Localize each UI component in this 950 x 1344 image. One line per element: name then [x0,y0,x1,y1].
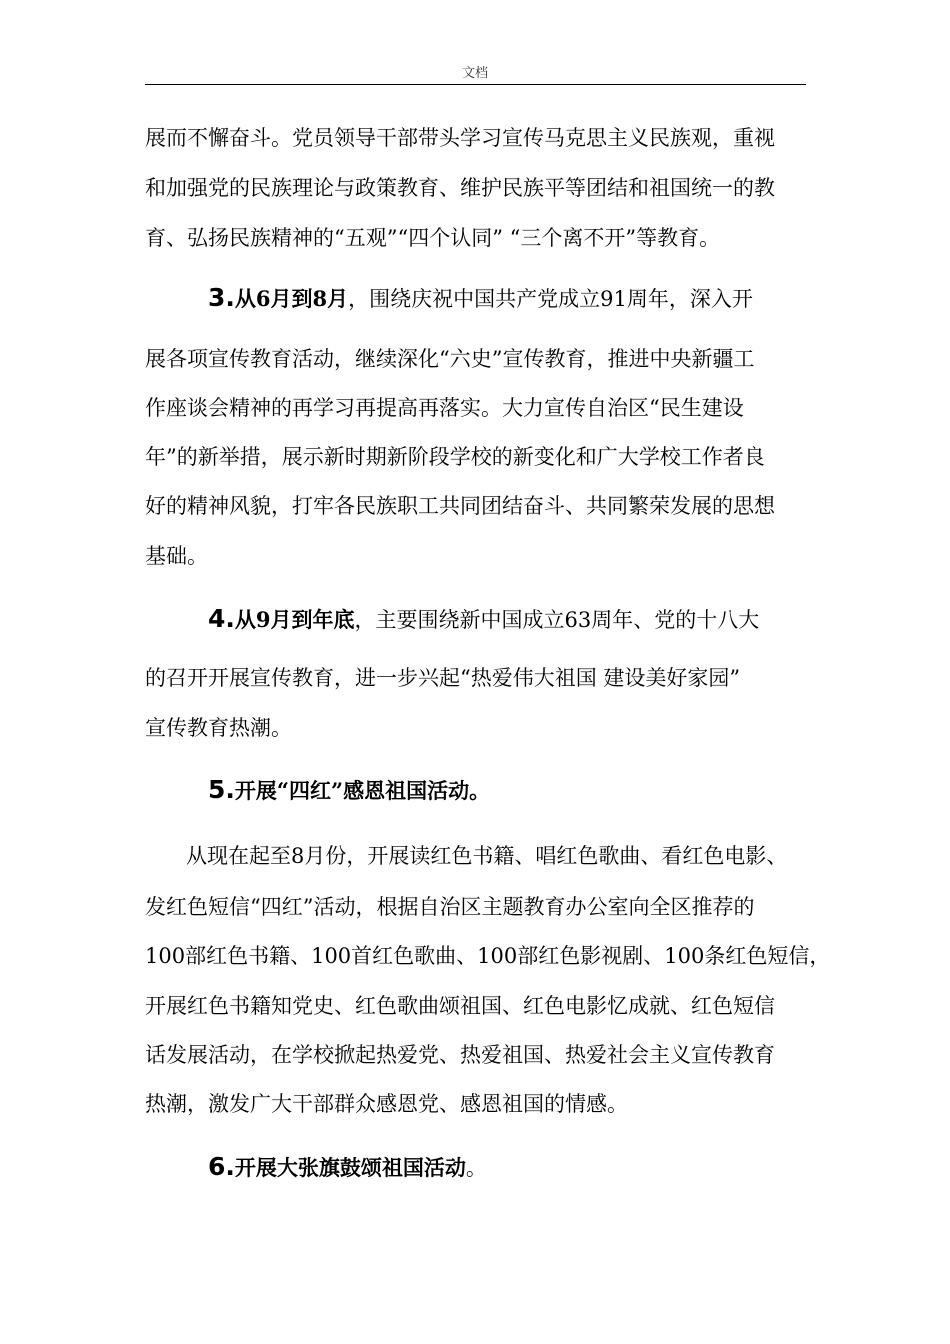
item-lead: 从6月到8月 [234,286,349,311]
paragraph-line: 展而不懈奋斗。党员领导干部带头学习宣传马克思主义民族观，重视 [145,126,775,150]
paragraph-line: 和加强党的民族理论与政策教育、维护民族平等团结和祖国统一的教 [145,176,775,200]
paragraph-line: 作座谈会精神的再学习再提高再落实。大力宣传自治区“民生建设 [145,396,744,420]
paragraph-line: 从现在起至8月份，开展读红色书籍、唱红色歌曲、看红色电影、 [186,844,788,868]
paragraph-line: 发红色短信“四红”活动，根据自治区主题教育办公室向全区推荐的 [145,895,755,919]
item-5-heading [208,776,873,805]
paragraph-line: 宣传教育热潮。 [145,716,292,740]
item-3-first-line [208,284,873,313]
item-4-first-line [208,605,873,634]
paragraph-line: 基础。 [145,544,208,568]
item-lead: 从9月到年底 [234,607,355,632]
paragraph-line: 热潮，激发广大干部群众感恩党、感恩祖国的情感。 [145,1092,628,1116]
item-text: ，主要围绕新中国成立63周年、党的十八大 [354,608,760,632]
item-number: 3. [208,283,235,312]
paragraph-line: 的召开开展宣传教育，进一步兴起“热爱伟大祖国 建设美好家园” [145,666,741,690]
item-number: 4. [208,604,235,633]
item-heading-text: 开展大张旗鼓颂祖国活动 [234,1155,466,1180]
paragraph-line: 育、弘扬民族精神的“五观”“四个认同” “三个离不开”等教育。 [145,226,721,250]
item-6-heading [208,1153,873,1182]
paragraph-line: 年”的新举措，展示新时期新阶段学校的新变化和广大学校工作者良 [145,445,765,469]
paragraph-line: 100部红色书籍、100首红色歌曲、100部红色影视剧、100条红色短信， [145,944,831,968]
item-text: ，围绕庆祝中国共产党成立91周年，深入开 [348,287,753,311]
item-number: 6. [208,1152,235,1181]
paragraph-line: 展各项宣传教育活动，继续深化“六史”宣传教育，推进中央新疆工 [145,347,755,371]
paragraph-line: 开展红色书籍知党史、红色歌曲颂祖国、红色电影忆成就、红色短信 [145,994,775,1018]
item-heading-text: 开展“四红”感恩祖国活动。 [234,778,491,803]
header-divider [145,84,806,85]
item-number: 5. [208,775,235,804]
item-heading-tail: 。 [465,1156,487,1180]
paragraph-line: 话发展活动，在学校掀起热爱党、热爱祖国、热爱社会主义宣传教育 [145,1043,775,1067]
page-header-title: 文档 [461,66,488,81]
paragraph-line: 好的精神风貌，打牢各民族职工共同团结奋斗、共同繁荣发展的思想 [145,494,775,518]
